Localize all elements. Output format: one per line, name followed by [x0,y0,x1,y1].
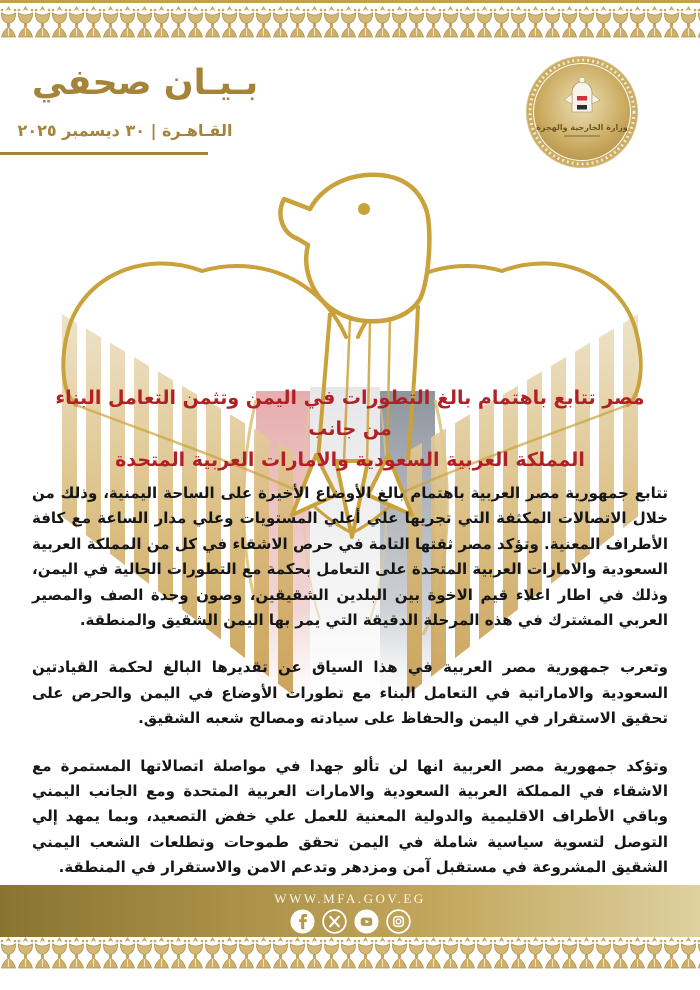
x-icon[interactable] [322,909,347,934]
ministry-seal [524,56,640,168]
bottom-frieze-pattern [0,937,700,969]
top-frieze-pattern [0,6,700,38]
facebook-icon[interactable] [290,909,315,934]
footer-bar [0,885,700,937]
social-icons [0,909,700,934]
header-rule [0,152,208,155]
paragraph-2: وتعرب جمهورية مصر العربية في هذا السياق عن تقديرها البالغ لحكمة القيادتين السعودية والاماراتية في التعامل البناء مع تطورات الأوضاع في اليمن والحرص على تحقيق الاستقرار في اليمن والحفاظ على سيادته ومصالح شعبه الشقيق. [32,658,668,728]
body-text [32,481,668,903]
headline-line-1: مصر تتابع باهتمام بالغ التطورات في اليمن وتثمن التعامل البناء من جانب [55,387,645,440]
seal-ministry-name: وزارة الخارجية والهجرة [536,123,628,132]
top-border [0,0,700,38]
paragraph-1: تتابع جمهورية مصر العربية باهتمام بالغ الأوضاع الأخيرة على الساحة اليمنية، وذلك من خلال الاتصالات المكثفة التي تجريها علي أعلي المستويات وعلي مدار الساعة مع كافة الأطراف المعنية. وتؤكد مصر ثقتها التامة في حرص الاشقاء في كل من المملكة العربية السعودية والامارات العربية المتحدة على التعامل بحكمة مع التطورات الحالية في اليمن، وذلك في اطار اعلاء قيم الاخوة بين البلدين الشقيقين، وصون وحدة الصف والمصير العربي المشترك في هذه المرحلة الدقيقة التي يمر بها اليمن الشقيق والمنطقة. [32,484,668,630]
headline [40,383,660,476]
dateline: القـاهـرة | ٣٠ ديسمبر ٢٠٢٥ [17,121,233,140]
youtube-icon[interactable] [354,909,379,934]
paragraph-3: وتؤكد جمهورية مصر العربية انها لن تألو جهدا في مواصلة اتصالاتها المستمرة مع الاشقاء في المملكة العربية السعودية والامارات العربية المتحدة ومع الجانب اليمني وباقي الأطراف الاقليمية والدولية المعنية للعمل علي خفض التصعيد، وبما يمهد إلي التوصل لتسوية سياسية شاملة في اليمن تحقق طموحات وتطلعات الشعب اليمني الشقيق المشروعة في مستقبل آمن ومزدهر وتدعم الامن والاستقرار في المنطقة. [32,756,668,877]
instagram-icon[interactable] [386,909,411,934]
press-release-title: بـيـان صحفي [31,63,259,103]
website-url: WWW.MFA.GOV.EG [274,891,426,906]
headline-line-2: المملكة العربية السعودية والامارات العربية المتحدة [115,449,585,471]
top-gold-line [0,0,700,3]
